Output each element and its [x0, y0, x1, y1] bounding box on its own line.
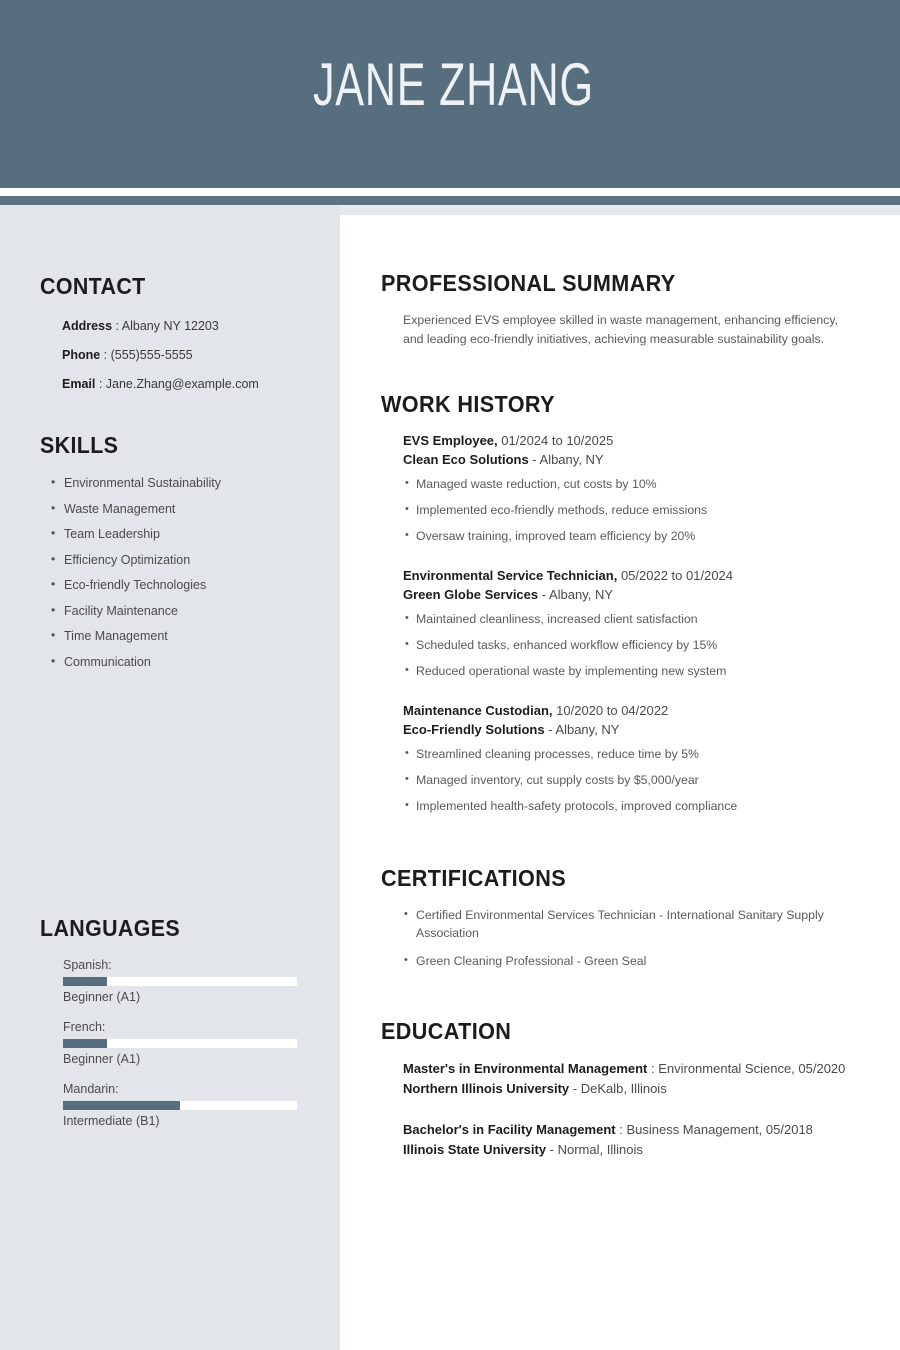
language-level: Beginner (A1): [63, 990, 141, 1004]
list-item: • Communication: [64, 654, 330, 670]
professional-summary-text: Experienced EVS employee skilled in waste management, enhancing efficiency, and leading eco-friendly initiatives, achieving measurable sustainability goals.: [403, 313, 838, 346]
list-item: • Oversaw training, improved team efficiency by 20%: [416, 528, 871, 545]
list-item: • Managed waste reduction, cut costs by 10%: [416, 476, 871, 493]
list-item: • Time Management: [64, 628, 330, 644]
job-title: EVS Employee,: [403, 433, 498, 448]
contact-value-email[interactable]: Jane.Zhang@example.com: [105, 377, 259, 391]
certifications-list: [416, 906, 871, 970]
language-item-french: [63, 1020, 330, 1067]
work-history-entry: [403, 432, 871, 545]
language-item-mandarin: [63, 1082, 330, 1129]
job-company: Eco-Friendly Solutions: [403, 721, 545, 737]
main-top-band: [340, 205, 900, 215]
list-item: • Scheduled tasks, enhanced workflow efficiency by 15%: [416, 637, 871, 654]
job-title-line: [403, 702, 871, 721]
contact-rows: [40, 318, 320, 392]
job-company: Clean Eco Solutions: [403, 451, 529, 467]
header-banner: [0, 0, 900, 188]
list-item: • Certified Environmental Services Technician - International Sanitary Supply Association: [416, 906, 866, 942]
education-heading: EDUCATION: [381, 1018, 512, 1044]
education-location: - Normal, Illinois: [546, 1141, 643, 1157]
education-details: : Environmental Science, 05/2020: [647, 1061, 846, 1076]
contact-separator-address: :: [112, 319, 122, 333]
language-name: Mandarin:: [63, 1082, 119, 1096]
contact-separator-phone: :: [100, 348, 111, 362]
contact-label-address: Address: [62, 319, 113, 333]
work-history-heading: WORK HISTORY: [381, 391, 555, 417]
list-item: • Implemented eco-friendly methods, reduce emissions: [416, 502, 871, 519]
job-title-line: [403, 567, 871, 586]
list-item: • Efficiency Optimization: [64, 552, 330, 568]
job-dates: 05/2022 to 01/2024: [617, 568, 734, 583]
job-dates: 10/2020 to 04/2022: [552, 703, 669, 718]
languages-heading: LANGUAGES: [40, 915, 181, 941]
education-degree-line: [403, 1059, 863, 1079]
list-item: • Implemented health-safety protocols, improved compliance: [416, 798, 871, 815]
professional-summary-heading: PROFESSIONAL SUMMARY: [381, 270, 676, 296]
education-section: [381, 1018, 871, 1181]
education-school: Northern Illinois University: [403, 1080, 570, 1096]
language-proficiency-fill: [63, 1101, 180, 1110]
skills-heading: SKILLS: [40, 432, 119, 458]
language-level: Beginner (A1): [63, 1052, 141, 1066]
header-divider-rule: [0, 196, 900, 205]
list-item: • Team Leadership: [64, 526, 330, 542]
job-company-line: [403, 586, 871, 605]
skills-list: [40, 475, 330, 670]
education-degree: Master's in Environmental Management: [403, 1061, 648, 1076]
contact-label-email: Email: [62, 377, 96, 391]
certifications-heading: CERTIFICATIONS: [381, 865, 567, 891]
contact-row-address: [62, 318, 320, 334]
job-company-line: [403, 451, 871, 470]
job-location: - Albany, NY: [538, 586, 614, 602]
job-title-line: [403, 432, 871, 451]
contact-section: [40, 273, 320, 405]
education-school: Illinois State University: [403, 1141, 547, 1157]
job-title: Environmental Service Technician,: [403, 568, 618, 583]
language-item-spanish: [63, 958, 330, 1005]
job-bullet-list: [403, 476, 871, 545]
job-bullet-list: [403, 746, 871, 815]
contact-heading: CONTACT: [40, 273, 146, 299]
professional-summary-section: [381, 270, 871, 349]
job-title: Maintenance Custodian,: [403, 703, 553, 718]
list-item: • Maintained cleanliness, increased client satisfaction: [416, 611, 871, 628]
list-item: • Streamlined cleaning processes, reduce time by 5%: [416, 746, 871, 763]
education-degree-line: [403, 1120, 863, 1140]
work-history-entry: [403, 702, 871, 815]
job-dates: 01/2024 to 10/2025: [497, 433, 614, 448]
list-item: • Facility Maintenance: [64, 603, 330, 619]
list-item: • Reduced operational waste by implementing new system: [416, 663, 871, 680]
contact-label-phone: Phone: [62, 348, 101, 362]
job-location: - Albany, NY: [528, 451, 604, 467]
language-level: Intermediate (B1): [63, 1114, 160, 1128]
education-school-line: [403, 1079, 863, 1099]
candidate-name: JANE ZHANG: [312, 51, 594, 118]
language-name: French:: [63, 1020, 106, 1034]
skills-section: [40, 432, 330, 679]
language-proficiency-fill: [63, 977, 107, 986]
language-proficiency-bar: [63, 977, 297, 986]
job-company-line: [403, 721, 871, 740]
contact-value-address: Albany NY 12203: [121, 319, 219, 333]
job-company: Green Globe Services: [403, 586, 539, 602]
contact-value-phone: (555)555-5555: [110, 348, 193, 362]
list-item: • Managed inventory, cut supply costs by $5,000/year: [416, 772, 871, 789]
language-name: Spanish:: [63, 958, 112, 972]
education-details: : Business Management, 05/2018: [615, 1122, 813, 1137]
job-location: - Albany, NY: [544, 721, 620, 737]
languages-section: [40, 915, 330, 1144]
education-school-line: [403, 1140, 863, 1160]
work-history-section: [381, 391, 871, 837]
certifications-section: [381, 865, 871, 980]
sidebar-column: [0, 205, 340, 1350]
job-bullet-list: [403, 611, 871, 680]
contact-row-email: [62, 376, 320, 392]
contact-row-phone: [62, 347, 320, 363]
list-item: • Environmental Sustainability: [64, 475, 330, 491]
list-item: • Green Cleaning Professional - Green Seal: [416, 952, 866, 970]
languages-list: [40, 958, 330, 1129]
work-history-entry: [403, 567, 871, 680]
contact-separator-email: :: [95, 377, 106, 391]
education-entry: [403, 1059, 871, 1098]
list-item: • Waste Management: [64, 501, 330, 517]
language-proficiency-fill: [63, 1039, 107, 1048]
language-proficiency-bar: [63, 1039, 297, 1048]
education-location: - DeKalb, Illinois: [569, 1080, 667, 1096]
language-proficiency-bar: [63, 1101, 297, 1110]
education-degree: Bachelor's in Facility Management: [403, 1122, 616, 1137]
list-item: • Eco-friendly Technologies: [64, 577, 330, 593]
education-entry: [403, 1120, 871, 1159]
main-column: [340, 215, 900, 1350]
